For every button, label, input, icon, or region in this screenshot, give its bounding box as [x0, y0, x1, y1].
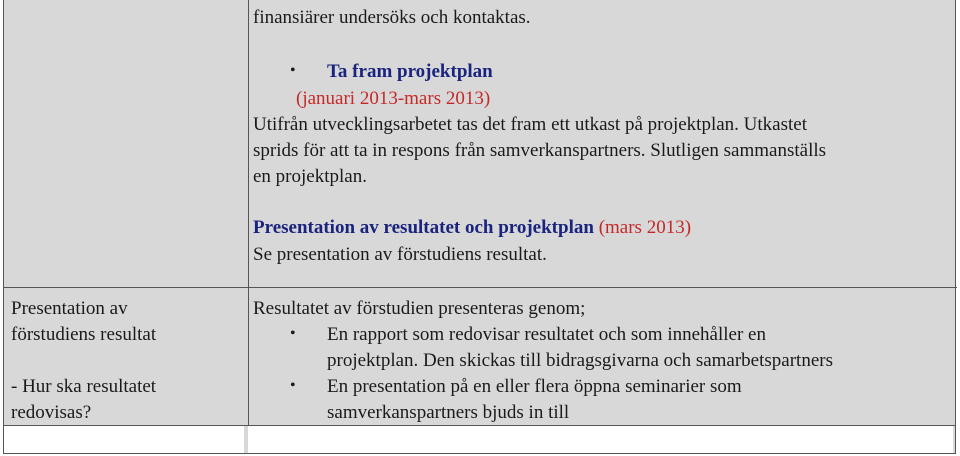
continued-text: finansiärer undersöks och kontaktas. — [253, 7, 531, 28]
paragraph-line: Utifrån utvecklingsarbetet tas det fram ett utkast på projektplan. Utkastet — [253, 114, 807, 135]
bullet-icon: • — [290, 377, 296, 394]
row-divider-right — [248, 287, 957, 288]
row-divider-left — [4, 287, 248, 288]
presentation-text: Se presentation av förstudiens resultat. — [253, 244, 547, 265]
date-range: (januari 2013-mars 2013) — [296, 88, 491, 109]
empty-cell-right — [248, 426, 953, 453]
presentation-date: (mars 2013) — [598, 217, 692, 238]
row-question-line: redovisas? — [11, 402, 92, 423]
presentation-heading-line — [253, 214, 691, 241]
intro-text: Resultatet av förstudien presenteras genom; — [253, 298, 586, 319]
column-divider — [248, 0, 249, 454]
bullet-icon: • — [290, 62, 296, 79]
presentation-heading: Presentation av resultatet och projektplan — [253, 217, 594, 238]
list-item-line: En presentation på en eller flera öppna seminarier som — [327, 376, 742, 397]
row-label-line: förstudiens resultat — [11, 324, 157, 345]
list-item-line: En rapport som redovisar resultatet och som innehåller en — [327, 324, 766, 345]
paragraph-line: en projektplan. — [253, 166, 367, 187]
paragraph-line: sprids för att ta in respons från samverkanspartners. Slutligen sammanställs — [253, 140, 827, 161]
bullet-icon: • — [290, 325, 296, 342]
empty-cell-left — [4, 426, 244, 453]
row-question-line: - Hur ska resultatet — [11, 376, 157, 397]
section-heading-projektplan: Ta fram projektplan — [327, 61, 493, 82]
list-item-line: samverkanspartners bjuds in till — [327, 402, 570, 423]
list-item-line: projektplan. Den skickas till bidragsgivarna och samarbetspartners — [327, 350, 833, 371]
row-label-line: Presentation av — [11, 298, 128, 319]
